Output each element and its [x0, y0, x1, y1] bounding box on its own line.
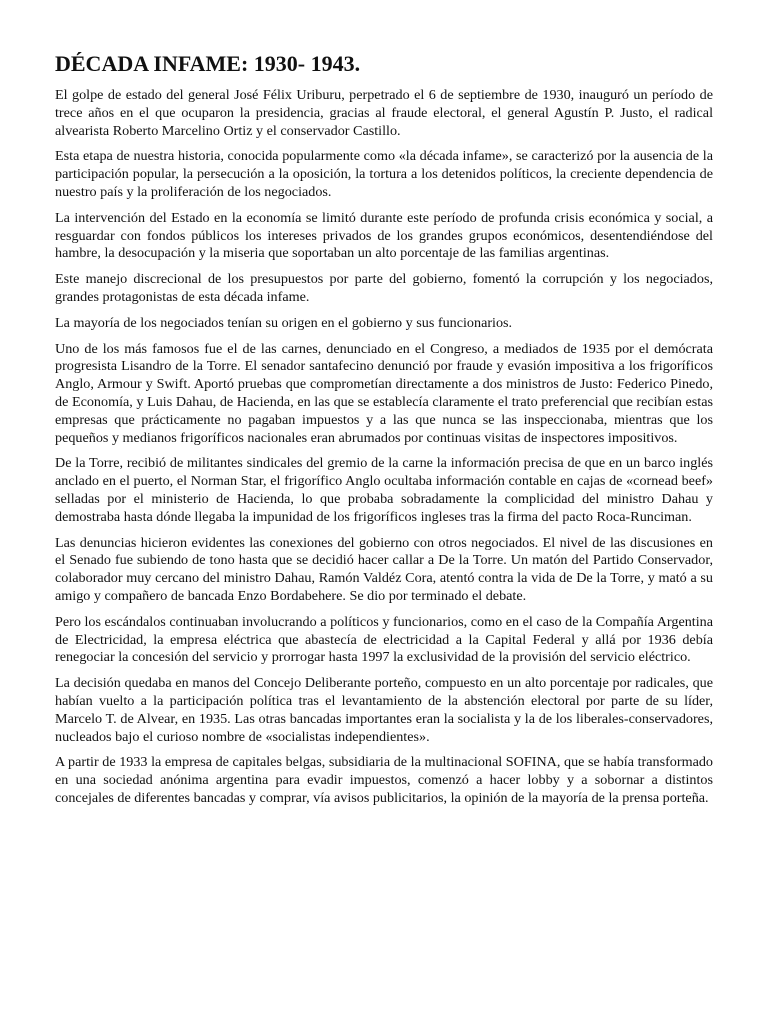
- paragraph-intervencion-estado: La intervención del Estado en la economía se limitó durante este período de profunda crisis económica y social, a resguardar con fondos públicos los intereses privados de los grandes grupos económicos, desentendiéndose del hambre, la desocupación y la miseria que soportaban un alto porcentaje de las familias argentinas.: [55, 209, 713, 262]
- paragraph-decada-infame: Esta etapa de nuestra historia, conocida popularmente como «la década infame», se caracterizó por la ausencia de la participación popular, la persecución a la oposición, la tortura a los detenidos políticos, la creciente dependencia de nuestro país y la proliferación de los negociados.: [55, 148, 713, 200]
- paragraph-negociados-origen: La mayoría de los negociados tenían su origen en el gobierno y sus funcionarios.: [55, 314, 513, 331]
- paragraph-concejo-deliberante: La decisión quedaba en manos del Concejo Deliberante porteño, compuesto en un alto porcentaje por radicales, que habían vuelto a la participación política tras el levantamiento de la abstención electoral por parte de su líder, Marcelo T. de Alvear, en 1935. Las otras bancadas importantes eran la socialista y la de los liberales-conservadores, nucleados bajo el curioso nombre de «socialistas independientes».: [55, 675, 713, 745]
- paragraph-debate-senado: Las denuncias hicieron evidentes las conexiones del gobierno con otros negociados. El nivel de las discusiones en el Senado fue subiendo de tono hasta que se decidió hacer callar a De la Torre. Un matón del Partido Conservador, colaborador muy cercano del ministro Dahau, Ramón Valdéz Cora, atentó contra la vida de De la Torre, y mató a su amigo y compañero de bancada Enzo Bordabehere. Se dio por terminado el debate.: [55, 534, 713, 604]
- document-title: DÉCADA INFAME: 1930- 1943.: [55, 51, 361, 76]
- paragraph-manejo-presupuestos: Este manejo discrecional de los presupuestos por parte del gobierno, fomentó la corrupción y los negociados, grandes protagonistas de esta década infame.: [55, 271, 713, 305]
- paragraph-compania-electricidad: Pero los escándalos continuaban involucrando a políticos y funcionarios, como en el caso de la Compañía Argentina de Electricidad, la empresa eléctrica que abastecía de electricidad a la Capital Federal y allá por 1936 debía renegociar la concesión del servicio y prorrogar hasta 1997 la exclusividad de la provisión del servicio eléctrico.: [55, 613, 713, 666]
- paragraph-norman-star: De la Torre, recibió de militantes sindicales del gremio de la carne la información precisa de que en un barco inglés anclado en el puerto, el Norman Star, el frigorífico Anglo ocultaba información contable en cajas de «cornead beef» selladas por el ministerio de Hacienda, lo que probaba sobradamente la complicidad del ministro Dahau y demostraba hasta dónde llegaba la impunidad de los frigoríficos ingleses tras la firma del pacto Roca-Runciman.: [55, 455, 713, 525]
- paragraph-golpe-uriburu: El golpe de estado del general José Félix Uriburu, perpetrado el 6 de septiembre de 1930, inauguró un período de trece años en el que ocuparon la presidencia, gracias al fraude electoral, el general Agustín P. Justo, el radical alvearista Roberto Marcelino Ortiz y el conservador Castillo.: [55, 87, 713, 139]
- paragraph-negociado-carnes: Uno de los más famosos fue el de las carnes, denunciado en el Congreso, a mediados de 1935 por el demócrata progresista Lisandro de la Torre. El senador santafecino denunció por fraude y evasión impositiva a los frigoríficos Anglo, Armour y Swift. Aportó pruebas que comprometían directamente a dos ministros de Justo: Federico Pinedo, de Economía, y Luis Dahau, de Hacienda, en las que se establecía claramente el trato preferencial que recibían estas empresas que prácticamente no pagaban impuestos y a las que nunca se las inspeccionaba, mientras que los pequeños y medianos frigoríficos nacionales eran abrumados por continuas visitas de inspectores impositivos.: [55, 340, 713, 446]
- paragraph-sofina-lobby: A partir de 1933 la empresa de capitales belgas, subsidiaria de la multinacional SOFINA, que se había transformado en una sociedad anónima argentina para evadir impuestos, comenzó a hacer lobby y a sobornar a distintos concejales de diferentes bancadas y comprar, vía avisos publicitarios, la opinión de la mayoría de la prensa porteña.: [55, 754, 713, 806]
